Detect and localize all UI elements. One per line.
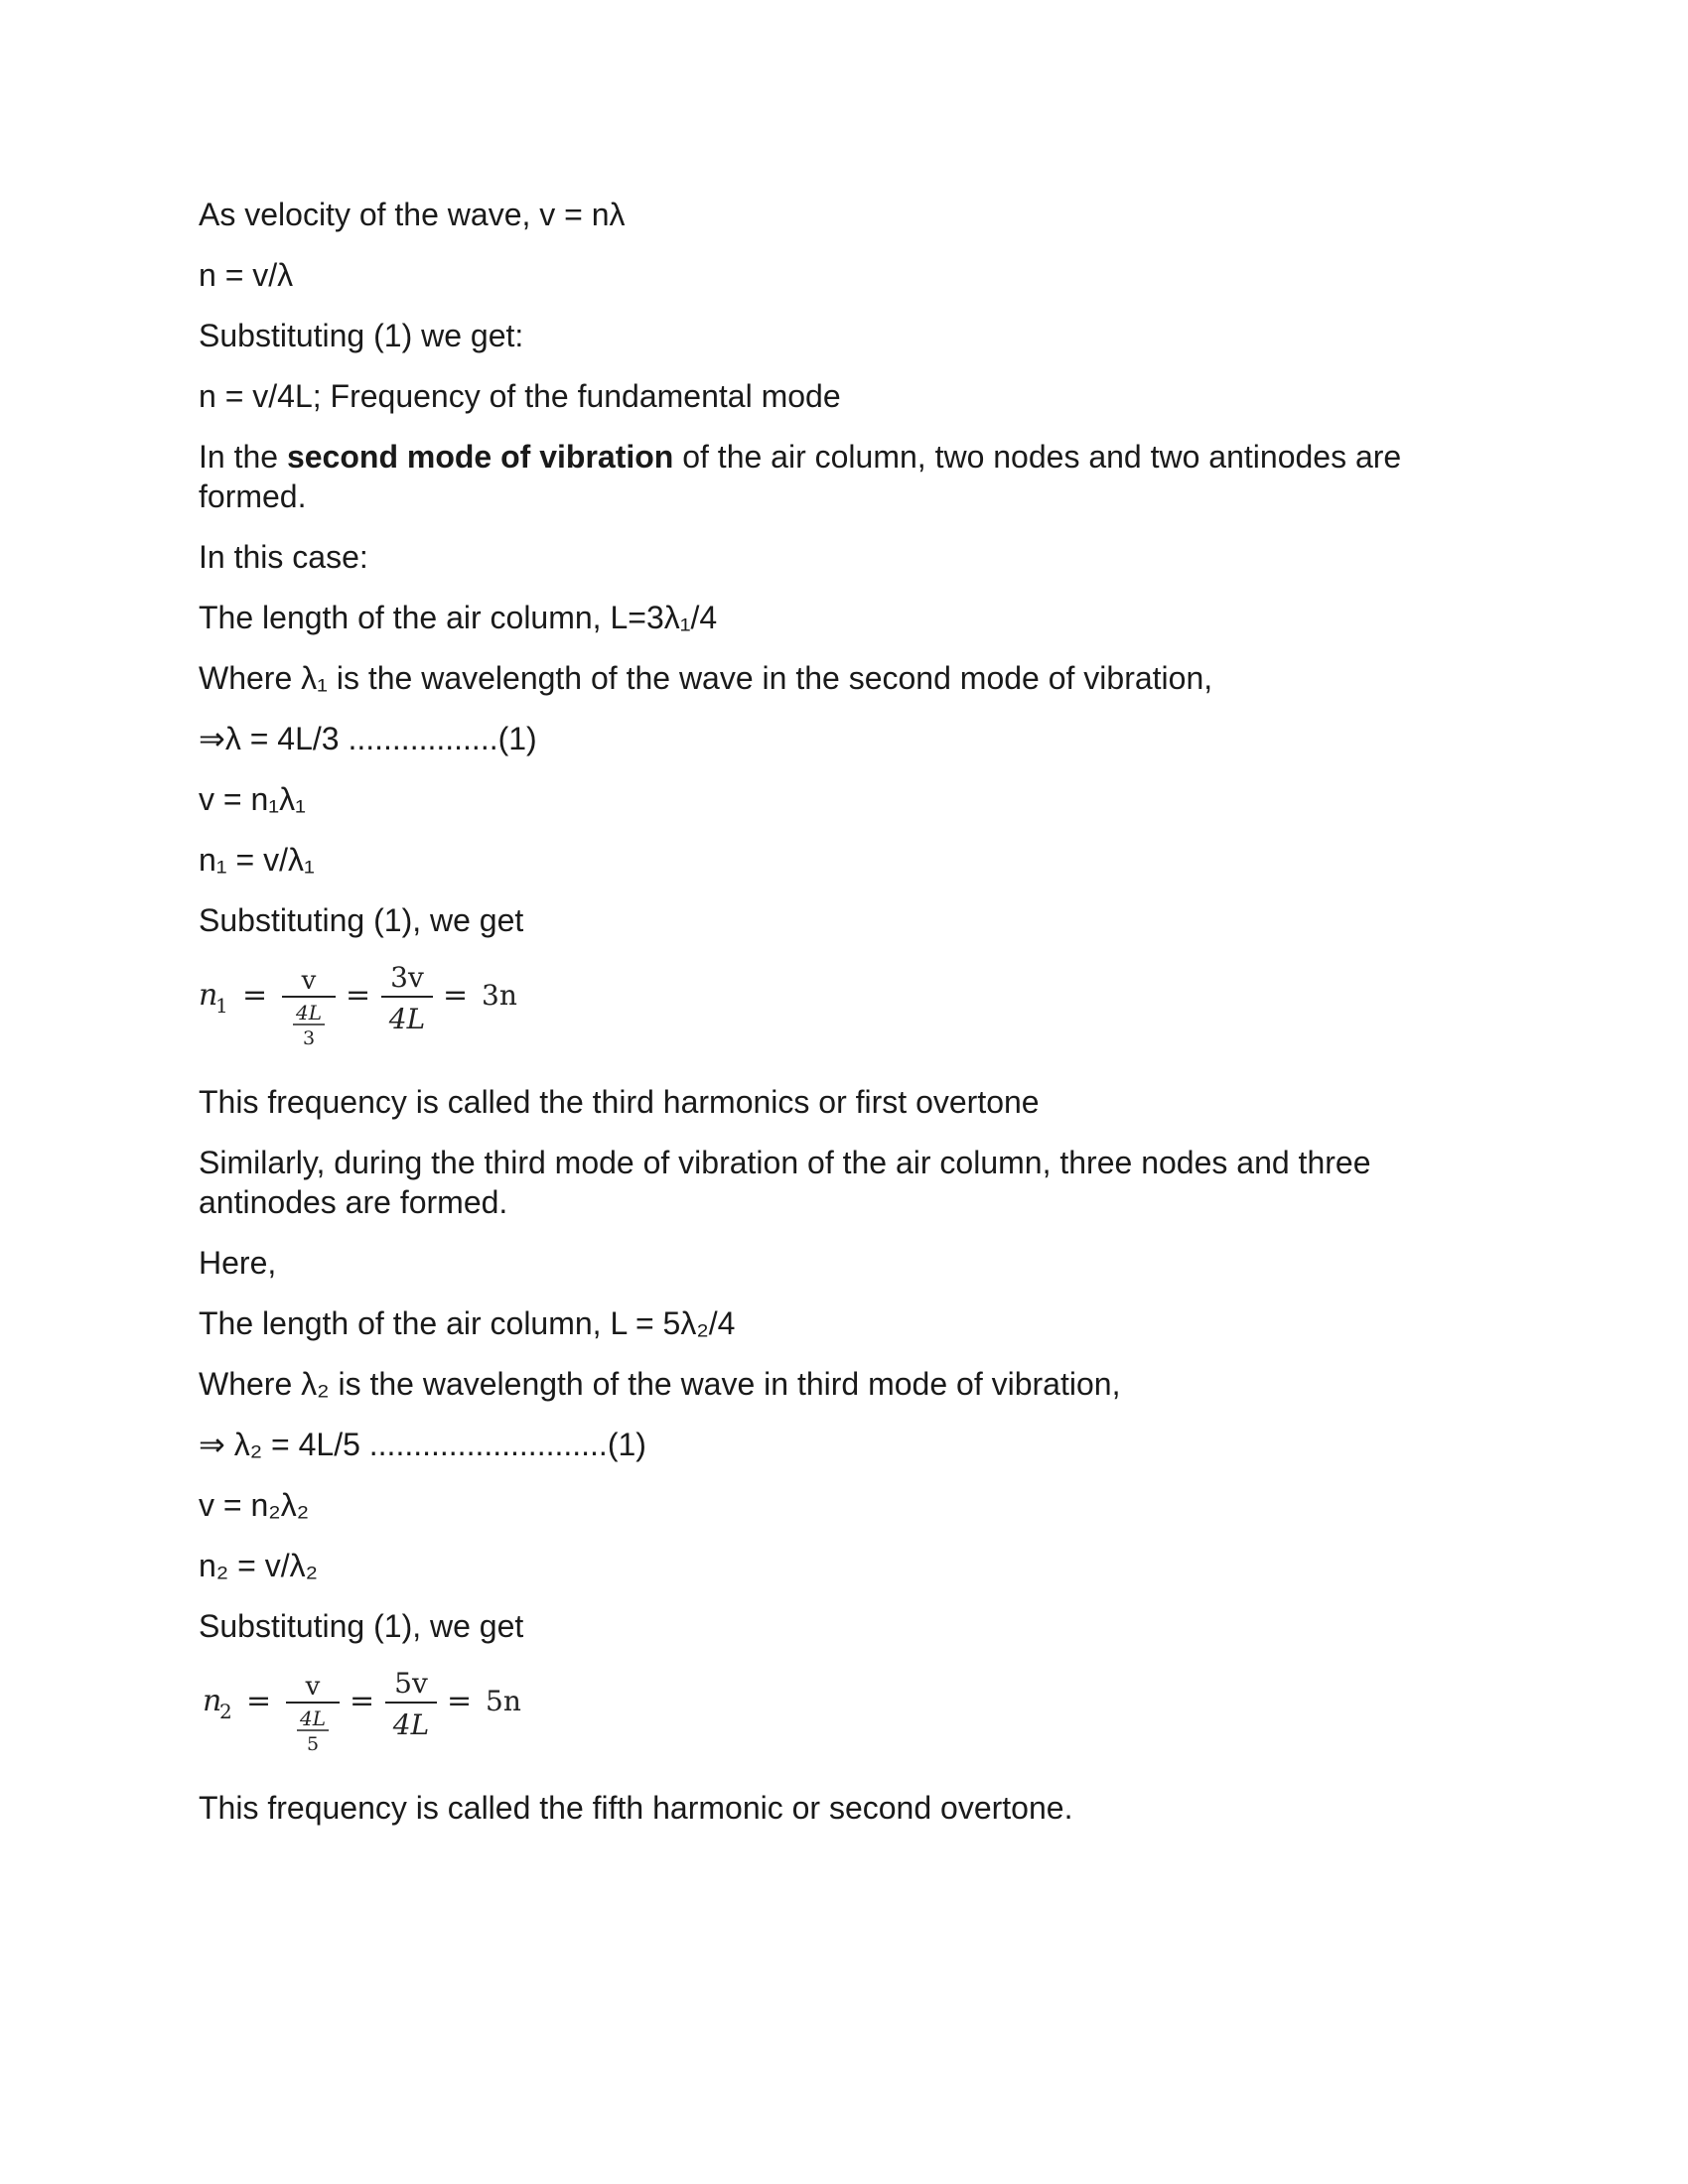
bold-term: second mode of vibration bbox=[286, 439, 674, 475]
text-line: Substituting (1), we get bbox=[199, 1608, 524, 1644]
eq-equals: = bbox=[443, 978, 469, 1013]
text-line: n₁ = v/λ₁ bbox=[199, 842, 315, 878]
text-line: Substituting (1) we get: bbox=[199, 318, 524, 353]
eq-numerator: v bbox=[305, 1672, 321, 1702]
text-line: This frequency is called the fifth harmonic or second overtone. bbox=[199, 1790, 1073, 1826]
eq-numerator: 5v bbox=[394, 1667, 428, 1700]
spacer bbox=[199, 1762, 1489, 1788]
eq-inner-numerator: 4L bbox=[295, 1001, 323, 1024]
eq-equals: = bbox=[246, 1684, 272, 1718]
eq-equals: = bbox=[346, 978, 371, 1013]
eq-result: 5n bbox=[486, 1685, 521, 1717]
eq-subscript: 1 bbox=[215, 994, 228, 1018]
eq-inner-denominator: 5 bbox=[306, 1733, 320, 1755]
eq-numerator: v bbox=[301, 966, 317, 996]
text-line: The length of the air column, L = 5λ₂/4 bbox=[199, 1305, 736, 1341]
eq-inner-numerator: 4L bbox=[299, 1706, 327, 1730]
document-body bbox=[199, 195, 1489, 1848]
text-line: v = n₁λ₁ bbox=[199, 781, 306, 817]
text-line: Where λ₂ is the wavelength of the wave in third mode of vibration, bbox=[199, 1366, 1121, 1402]
equation-n1 bbox=[199, 961, 536, 1056]
eq-equals: = bbox=[350, 1684, 375, 1718]
text-line: ⇒ λ₂ = 4L/5 ...........................(1) bbox=[199, 1427, 646, 1462]
text-line: n = v/λ bbox=[199, 257, 294, 293]
text-line: v = n₂λ₂ bbox=[199, 1487, 310, 1523]
eq-denominator: 4L bbox=[388, 1003, 426, 1035]
eq-equals: = bbox=[242, 978, 268, 1013]
text-line: n₂ = v/λ₂ bbox=[199, 1548, 318, 1583]
text-line: Similarly, during the third mode of vibration of the air column, three nodes and three antinodes are formed. bbox=[199, 1145, 1371, 1220]
eq-numerator: 3v bbox=[390, 961, 424, 994]
text-line: Where λ₁ is the wavelength of the wave in the second mode of vibration, bbox=[199, 660, 1213, 696]
eq-lhs: n bbox=[203, 1684, 222, 1718]
eq-inner-denominator: 3 bbox=[302, 1027, 316, 1049]
eq-equals: = bbox=[447, 1684, 473, 1718]
text-line: n = v/4L; Frequency of the fundamental mode bbox=[199, 378, 841, 414]
text-line: As velocity of the wave, v = nλ bbox=[199, 197, 626, 232]
equation-n2 bbox=[199, 1667, 536, 1762]
text-line: The length of the air column, L=3λ₁/4 bbox=[199, 600, 718, 635]
text-line: In this case: bbox=[199, 539, 368, 575]
text-line: Here, bbox=[199, 1245, 277, 1281]
eq-denominator: 4L bbox=[392, 1708, 430, 1741]
text-line: This frequency is called the third harmonics or first overtone bbox=[199, 1084, 1040, 1120]
spacer bbox=[199, 1056, 1489, 1082]
text-line: ⇒λ = 4L/3 .................(1) bbox=[199, 721, 537, 756]
eq-lhs: n bbox=[199, 978, 218, 1013]
text-line: Substituting (1), we get bbox=[199, 902, 524, 938]
text-fragment: In the bbox=[199, 439, 287, 475]
eq-result: 3n bbox=[482, 979, 517, 1012]
paragraph-second-mode bbox=[199, 437, 1489, 516]
eq-subscript: 2 bbox=[219, 1700, 232, 1723]
text-fragment: of the air column, two nodes and two antinodes are formed. bbox=[199, 439, 1402, 514]
